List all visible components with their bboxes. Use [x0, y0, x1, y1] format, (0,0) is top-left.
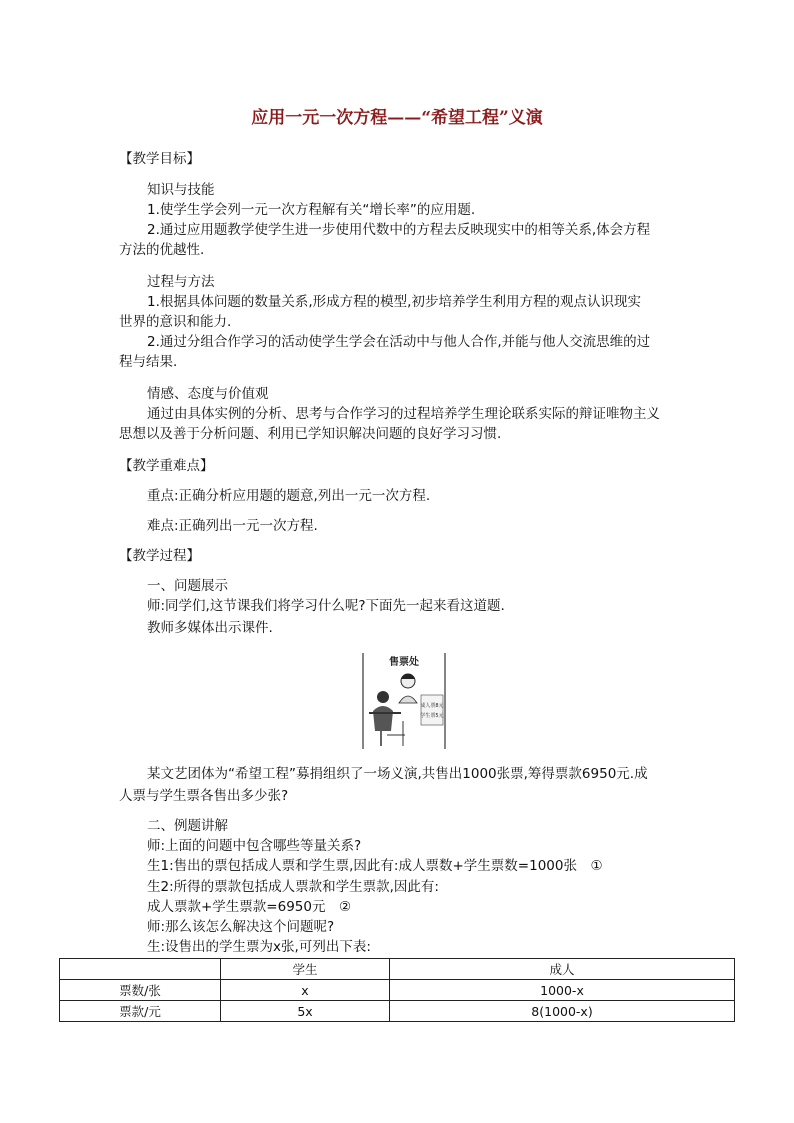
ticket-office-illustration [361, 651, 447, 751]
subheading-problem: 一、问题展示 [147, 578, 228, 594]
paragraph-line: 思想以及善于分析问题、利用已学知识解决问题的良好学习习惯. [119, 426, 502, 442]
paragraph-line: 难点:正确列出一元一次方程. [147, 518, 318, 534]
paragraph-line: 世界的意识和能力. [119, 314, 232, 330]
table-row [60, 1001, 735, 1022]
table-header-cell: 学生 [221, 959, 390, 980]
table-cell: 1000-x [390, 980, 735, 1001]
section-heading-goals: 【教学目标】 [119, 151, 200, 167]
price-label-adult: 成人票8元 [420, 703, 444, 709]
ticket-table [59, 958, 735, 1022]
table-cell: 票款/元 [60, 1001, 221, 1022]
section-heading-keypoints: 【教学重难点】 [119, 458, 214, 474]
paragraph-line: 师:上面的问题中包含哪些等量关系? [147, 838, 362, 854]
table-cell: 5x [221, 1001, 390, 1022]
paragraph-line: 程与结果. [119, 354, 178, 370]
paragraph-line: 生2:所得的票款包括成人票款和学生票款,因此有: [147, 879, 439, 895]
table-header-cell: 成人 [390, 959, 735, 980]
paragraph-line: 1.使学生学会列一元一次方程解有关“增长率”的应用题. [147, 202, 476, 218]
paragraph-line: 教师多媒体出示课件. [147, 620, 273, 636]
table-cell: x [221, 980, 390, 1001]
table-cell: 8(1000-x) [390, 1001, 735, 1022]
subheading-process: 过程与方法 [147, 274, 215, 290]
table-row [60, 980, 735, 1001]
paragraph-line: 生1:售出的票包括成人票和学生票,因此有:成人票数+学生票数=1000张 ① [147, 858, 603, 874]
subheading-emotion: 情感、态度与价值观 [147, 386, 269, 402]
paragraph-line: 师:同学们,这节课我们将学习什么呢?下面先一起来看这道题. [147, 598, 505, 614]
table-header-cell [60, 959, 221, 980]
subheading-example: 二、例题讲解 [147, 818, 228, 834]
table-header-row [60, 959, 735, 980]
subheading-knowledge: 知识与技能 [147, 182, 215, 198]
paragraph-line: 师:那么该怎么解决这个问题呢? [147, 919, 335, 935]
paragraph-line: 2.通过应用题教学使学生进一步使用代数中的方程去反映现实中的相等关系,体会方程 [147, 222, 651, 238]
table-cell: 票数/张 [60, 980, 221, 1001]
paragraph-line: 重点:正确分析应用题的题意,列出一元一次方程. [147, 488, 431, 504]
ticket-office-sign: 售票处 [389, 657, 419, 668]
paragraph-line: 生:设售出的学生票为x张,可列出下表: [147, 939, 371, 955]
paragraph-line: 2.通过分组合作学习的活动使学生学会在活动中与他人合作,并能与他人交流思维的过 [147, 334, 651, 350]
paragraph-line: 方法的优越性. [119, 242, 205, 258]
paragraph-line: 1.根据具体问题的数量关系,形成方程的模型,初步培养学生利用方程的观点认识现实 [147, 294, 641, 310]
section-heading-process: 【教学过程】 [119, 548, 200, 564]
paragraph-line: 某文艺团体为“希望工程”募捐组织了一场义演,共售出1000张票,筹得票款6950元.成 [147, 766, 648, 782]
document-title: 应用一元一次方程——“希望工程”义演 [251, 108, 543, 128]
paragraph-line: 成人票款+学生票款=6950元 ② [147, 899, 352, 915]
paragraph-line: 人票与学生票各售出多少张? [119, 788, 289, 804]
price-label-student: 学生票5元 [420, 713, 444, 719]
paragraph-line: 通过由具体实例的分析、思考与合作学习的过程培养学生理论联系实际的辩证唯物主义 [147, 406, 660, 422]
